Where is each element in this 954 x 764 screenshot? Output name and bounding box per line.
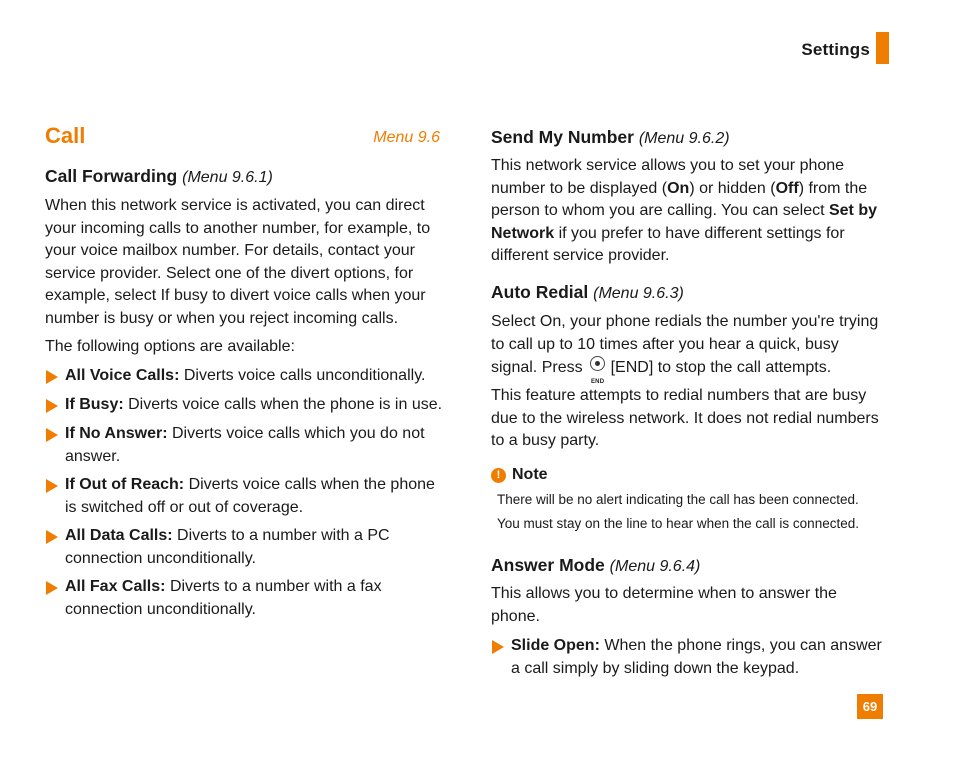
send-my-number-menu-ref: (Menu 9.6.2): [638, 130, 730, 147]
end-key-label: END: [590, 379, 605, 385]
note-title: Note: [512, 466, 548, 483]
auto-redial-paragraph-2: This feature attempts to redial numbers that are busy due to the wireless network. It does not redial numbers to a busy party.: [491, 387, 879, 449]
bullet-arrow-icon: [46, 428, 58, 442]
auto-redial-description: [491, 311, 886, 385]
text-run: ) or hidden (: [689, 179, 776, 197]
answer-mode-heading: [491, 554, 891, 578]
end-key-icon: [587, 356, 607, 385]
option-label: All Data Calls:: [65, 527, 173, 544]
option-label: If Out of Reach:: [65, 476, 185, 493]
warning-icon: !: [491, 468, 506, 483]
off-option: Off: [775, 179, 799, 197]
call-forwarding-title: Call Forwarding: [45, 166, 178, 186]
answer-mode-description: [491, 583, 861, 628]
set-by-network-option: Set by Network: [491, 202, 877, 242]
text-run: This network service allows you to set your phone number to be displayed (: [491, 157, 845, 197]
send-my-number-title: Send My Number: [491, 127, 634, 147]
bullet-arrow-icon: [492, 640, 504, 654]
bullet-arrow-icon: [46, 399, 58, 413]
call-forwarding-paragraph: When this network service is activated, you can direct your incoming calls to another number, for example, to your voice mailbox number. For details, contact your service provider. Select one of the divert options, for example, select If busy to divert voice calls when your number is busy or when you reject incoming calls.: [45, 197, 431, 327]
option-text: Diverts voice calls when the phone is in use.: [128, 396, 443, 413]
auto-redial-paragraph-1: [491, 311, 886, 385]
text-run: if you prefer to have different settings for different service provider.: [491, 224, 845, 264]
note-heading: [491, 466, 548, 484]
answer-mode-title: Answer Mode: [491, 555, 605, 575]
note-line-1: There will be no alert indicating the call has been connected.: [497, 492, 859, 507]
section-menu-ref: Menu 9.6: [373, 129, 440, 146]
bullet-arrow-icon: [46, 479, 58, 493]
bullet-arrow-icon: [46, 370, 58, 384]
option-slide-open: [491, 635, 886, 680]
options-intro: [45, 336, 440, 359]
option-if-no-answer: [45, 423, 440, 468]
option-label: All Voice Calls:: [65, 367, 180, 384]
section-title: Call: [45, 123, 86, 148]
auto-redial-title: Auto Redial: [491, 282, 589, 302]
page-number: 69: [857, 694, 883, 719]
text-run: ) from the person to whom you are calling. You can select: [491, 179, 868, 219]
on-option: On: [667, 179, 690, 197]
option-label: If Busy:: [65, 396, 124, 413]
page-header-title: Settings: [801, 40, 870, 59]
text-run: [END] to stop the call attempts.: [610, 359, 832, 376]
auto-redial-heading: [491, 281, 891, 305]
send-my-number-heading: [491, 126, 891, 150]
option-text: Diverts voice calls unconditionally.: [183, 367, 426, 384]
option-all-voice-calls: [45, 365, 445, 388]
note-line-2: You must stay on the line to hear when the call is connected.: [497, 516, 859, 531]
call-forwarding-description: [45, 195, 440, 330]
option-text: When the phone rings, you can answer a call simply by sliding down the keypad.: [511, 637, 882, 677]
option-if-busy: [45, 394, 455, 417]
option-text: Diverts to a number with a fax connection unconditionally.: [65, 578, 382, 618]
call-forwarding-menu-ref: (Menu 9.6.1): [182, 169, 273, 186]
bullet-arrow-icon: [46, 530, 58, 544]
header-accent-bar: [876, 32, 889, 64]
call-forwarding-heading: [45, 165, 445, 189]
option-text: Diverts to a number with a PC connection unconditionally.: [65, 527, 390, 567]
option-label: Slide Open:: [511, 637, 600, 654]
send-my-number-paragraph: [491, 155, 886, 268]
option-if-out-of-reach: [45, 474, 440, 519]
option-label: If No Answer:: [65, 425, 168, 442]
bullet-arrow-icon: [46, 581, 58, 595]
option-label: All Fax Calls:: [65, 578, 166, 595]
answer-mode-menu-ref: (Menu 9.6.4): [609, 558, 701, 575]
option-text: Diverts voice calls which you do not answer.: [65, 425, 425, 465]
auto-redial-description-2: [491, 385, 891, 453]
option-all-data-calls: [45, 525, 425, 570]
options-intro-text: The following options are available:: [45, 338, 295, 355]
option-all-fax-calls: [45, 576, 425, 621]
answer-mode-paragraph: This allows you to determine when to answer the phone.: [491, 585, 837, 625]
send-my-number-description: [491, 155, 886, 268]
auto-redial-menu-ref: (Menu 9.6.3): [593, 285, 684, 302]
option-text: Diverts voice calls when the phone is switched off or out of coverage.: [65, 476, 435, 516]
text-run: Select On, your phone redials the number you're trying to call up to 10 times after you hear a quick, busy signal. Press: [491, 313, 879, 376]
